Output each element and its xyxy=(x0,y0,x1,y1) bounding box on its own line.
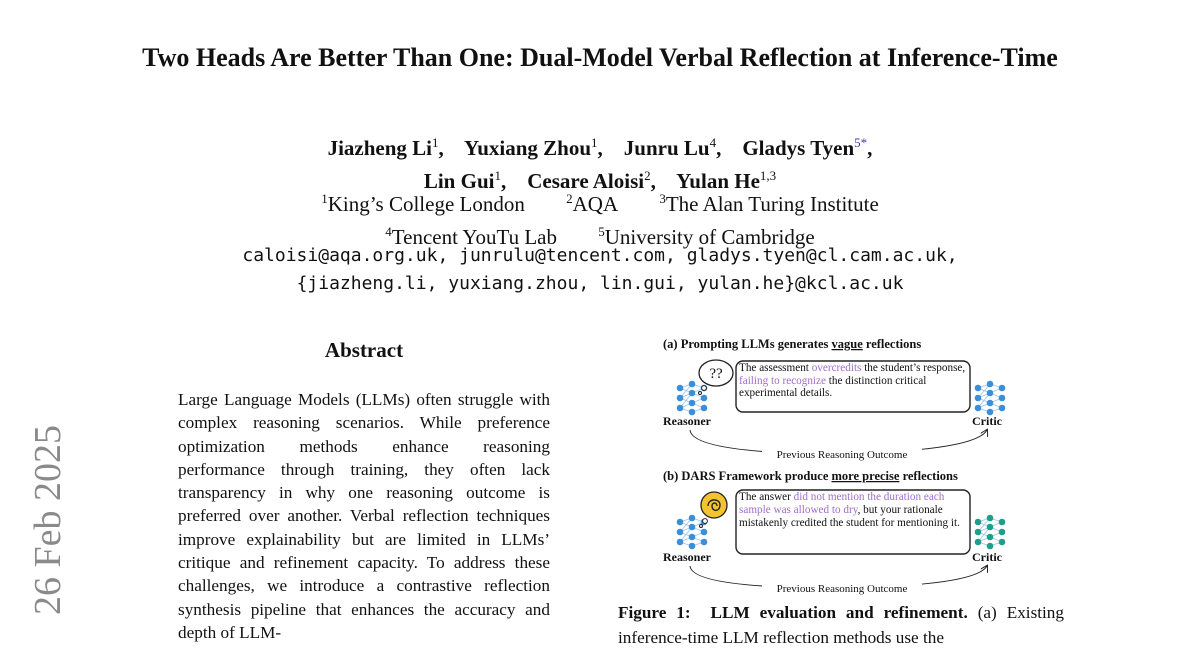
email-list xyxy=(100,242,1100,298)
figure-1 xyxy=(620,330,1060,600)
author-name: Lin Gui xyxy=(423,169,495,193)
reflection-bubble-a: The assessment overcredits the student’s response, failing to recognize the distinction critical experimental details. xyxy=(736,361,970,412)
abstract-heading: Abstract xyxy=(324,338,404,362)
affiliation: Tencent YouTu Lab xyxy=(391,225,557,249)
email-line: {jiazheng.li, yuxiang.zhou, lin.gui, yulan.he}@kcl.ac.uk xyxy=(296,273,904,294)
corresponding-mark: * xyxy=(860,135,868,150)
critic-network-icon xyxy=(975,381,1006,416)
thought-bubble-icon xyxy=(699,360,734,395)
highlight-text: did not mention the duration each sample was allowed to dry xyxy=(739,491,945,516)
thought-marks: ?? xyxy=(709,366,723,382)
arxiv-date-stamp: 26 Feb 2025 xyxy=(27,425,69,615)
author-line-2: Lin Gui$^1$, Cesare Aloisi$^2$, Yulan He$^{1,3}$ xyxy=(423,168,777,193)
panel-b-title: (b) DARS Framework produce more precise reflections xyxy=(663,469,958,483)
affiliation: The Alan Turing Institute xyxy=(665,192,879,216)
paper-title: Two Heads Are Better Than One: Dual-Model Verbal Reflection at Inference-Time xyxy=(142,43,1058,72)
author-name: Yulan He xyxy=(676,169,760,193)
affiliations: $^1$King’s College London $^2$AQA $^3$The Alan Turing Institute $^4$Tencent YouTu Lab $^5$University of Cambridge xyxy=(321,191,879,249)
author-name: Yuxiang Zhou xyxy=(463,136,592,160)
arc-label: Previous Reasoning Outcome xyxy=(776,583,908,595)
author-name: Jiazheng Li xyxy=(327,136,432,160)
critic-label: Critic xyxy=(972,414,1002,428)
reasoner-label: Reasoner xyxy=(663,414,711,428)
idea-bubble-icon xyxy=(700,492,728,528)
email-line: caloisi@aqa.org.uk, junrulu@tencent.com, gladys.tyen@cl.cam.ac.uk, xyxy=(242,245,958,266)
highlight-text: overcredits xyxy=(811,362,862,374)
author-name: Cesare Aloisi xyxy=(527,169,645,193)
reflection-bubble-b: The answer did not mention the duration each sample was allowed to dry, but your rationale mistakenly credited the student for mentioning it. xyxy=(736,490,970,554)
author-line-1: Jiazheng Li$^1$, Yuxiang Zhou$^1$, Junru Lu$^4$, Gladys Tyen$^{5*}$, xyxy=(327,135,873,160)
reasoner-label: Reasoner xyxy=(663,550,711,564)
affiliation: AQA xyxy=(572,192,619,216)
author-name: Junru Lu xyxy=(623,136,710,160)
critic-network-icon xyxy=(975,515,1006,550)
panel-a-title: (a) Prompting LLMs generates vague reflections xyxy=(663,337,922,351)
affiliation: University of Cambridge xyxy=(604,225,815,249)
arc-label: Previous Reasoning Outcome xyxy=(776,449,908,461)
abstract-text: Large Language Models (LLMs) often struggle with complex reasoning scenarios. While preference optimization methods enhance reasoning performance through training, they often lack transparency in why one reasoning outcome is preferred over another. Verbal reflection techniques improve explainability but are limited in LLMs’ critique and refinement capacity. To address these challenges, we introduce a contrastive reflection synthesis pipeline that enhances the accuracy and depth of LLM- xyxy=(178,390,550,642)
figure-caption: Figure 1: LLM evaluation and refinement. (a) Existing inference-time LLM reflection methods use the xyxy=(618,603,1064,647)
author-name: Gladys Tyen xyxy=(742,136,855,160)
critic-label: Critic xyxy=(972,550,1002,564)
affiliation: King’s College London xyxy=(327,192,525,216)
highlight-text: failing to recognize xyxy=(739,374,826,387)
